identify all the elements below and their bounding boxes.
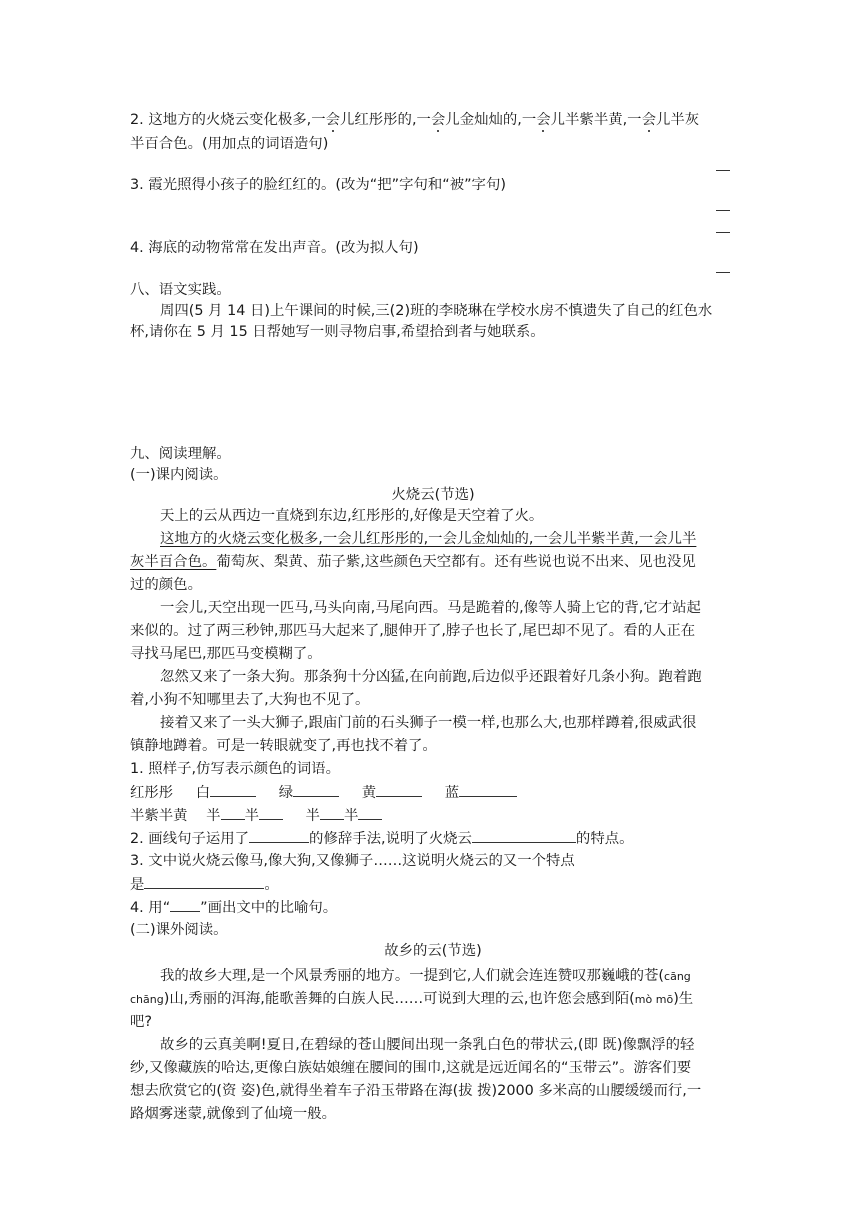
question-text: ”画出文中的比喻句。 [200,900,338,916]
passage-2-paragraph-line: 路烟雾迷蒙,就像到了仙境一般。 [130,1106,337,1122]
prompt-word: 蓝 [444,785,460,801]
answer-blank[interactable] [459,782,517,797]
prompt-word: 黄 [361,785,377,801]
passage-1-paragraph-line: 接着又来了一头大狮子,跟庙门前的石头狮子一模一样,也那么大,也那样蹲着,很威武很 [160,715,697,731]
passage-2-paragraph-line [130,989,693,1010]
subsection-2-heading: (二)课外阅读。 [130,922,228,938]
answer-blank[interactable] [249,828,309,843]
section-9-heading: 九、阅读理解。 [130,446,231,462]
question-3: 3. 霞光照得小孩子的脸红红的。(改为“把”字句和“被”字句) [130,177,506,193]
answer-blank[interactable] [376,782,422,797]
sentence-part: )山,秀丽的洱海,能歌善舞的白族人民……可说到大理的云,也许您会感到陌( [163,991,635,1007]
reading-question-3-line-1: 3. 文中说火烧云像马,像大狗,又像狮子……这说明火烧云的又一个特点 [130,853,575,869]
prompt-word: 绿 [278,785,294,801]
question-number: 2. [130,112,144,128]
question-text: 4. 用“ [130,900,171,916]
passage-1-paragraph-line: 来似的。过了两三秒钟,那匹马大起来了,腿伸开了,脖子也长了,尾巴却不见了。看的人正在 [130,623,696,639]
question-text: 2. 画线句子运用了 [130,831,250,847]
reading-question-4 [130,897,337,918]
color-words-row-1 [130,782,517,803]
sentence-part: )生 [673,991,694,1007]
question-text: 是 [130,877,145,893]
passage-1-paragraph-line: 镇静地蹲着。可是一转眼就变了,再也找不着了。 [130,738,437,754]
passage-2-paragraph-line: 纱,又像藏族的哈达,更像白族姑娘缠在腰间的围巾,这就是远近闻名的“玉带云”。游客们要 [130,1060,692,1076]
answer-line [716,232,730,233]
pinyin-option: chāng [130,993,164,1006]
sample-underline [170,897,200,912]
sentence-part: 红彤彤的, [354,112,417,128]
passage-2-paragraph-line [160,966,691,987]
dotted-word: 一会儿 [416,112,460,128]
question-text: 的特点。 [575,831,634,847]
subsection-1-heading: (一)课内阅读。 [130,467,228,483]
underlined-sentence: 这地方的火烧云变化极多,一会儿红彤彤的,一会儿金灿灿的,一会儿半紫半黄,一会儿半 [160,531,697,547]
answer-line [716,170,730,171]
example-word: 半紫半黄 [130,808,188,824]
pinyin-option: cāng [664,970,691,983]
prompt-word: 半 [305,808,320,824]
passage-1-paragraph-line: 忽然又来了一条大狗。那条狗十分凶猛,在向前跑,后边似乎还跟着好几条小狗。跑着跑 [160,669,702,685]
sentence-part: 金灿灿的, [459,112,522,128]
passage-1-paragraph-line: 一会儿,天空出现一匹马,马头向南,马尾向西。马是跪着的,像等人骑上它的背,它才站起 [160,600,701,616]
answer-blank[interactable] [144,874,264,889]
pinyin-option: mò mō [634,993,674,1006]
passage-1-paragraph-line: 着,小狗不知哪里去了,大狗也不见了。 [130,692,370,708]
reading-question-2 [130,828,634,849]
passage-1-paragraph-line: 寻找马尾巴,那匹马变模糊了。 [130,646,322,662]
color-words-row-2 [130,805,382,826]
passage-2-paragraph-line: 吧? [130,1014,153,1030]
prompt-word: 半 [244,808,259,824]
dotted-word: 一会儿 [311,112,355,128]
answer-line [716,210,730,211]
underlined-sentence-end: 灰半百合色。 [130,554,217,570]
reading-question-1: 1. 照样子,仿写表示颜色的词语。 [130,761,340,777]
passage-1-title: 火烧云(节选) [391,487,475,503]
dotted-word: 一会儿 [627,112,671,128]
question-2-line-2: 半百合色。(用加点的词语造句) [130,136,329,152]
question-4: 4. 海底的动物常常在发出声音。(改为拟人句) [130,240,419,256]
sentence-part: 半紫半黄, [565,112,628,128]
answer-blank[interactable] [358,805,382,820]
section-8-heading: 八、语文实践。 [130,282,231,298]
passage-2-paragraph-line: 想去欣赏它的(资 姿)色,就得坐着车子沿玉带路在海(拔 拨)2000 多米高的山腰缓缓而行,一 [130,1083,702,1099]
passage-2-title: 故乡的云(节选) [384,943,482,959]
passage-1-paragraph: 天上的云从西边一直烧到东边,红彤彤的,好像是天空着了火。 [160,508,544,524]
sentence-part: 这地方的火烧云变化极多, [148,112,312,128]
prompt-word: 半 [343,808,359,824]
sentence-part: 我的故乡大理,是一个风景秀丽的地方。一提到它,人们就会连连赞叹那巍峨的苍( [160,968,665,984]
sentence-part: 半灰 [670,112,700,128]
answer-blank[interactable] [472,828,576,843]
question-text: 。 [264,877,279,893]
answer-blank[interactable] [221,805,245,820]
answer-blank[interactable] [259,805,283,820]
passage-2-paragraph-line: 故乡的云真美啊!夏日,在碧绿的苍山腰间出现一条乳白色的带状云,(即 既)像飘浮的轻 [160,1037,695,1053]
section-8-paragraph-line-1: 周四(5 月 14 日)上午课间的时候,三(2)班的李晓琳在学校水房不慎遗失了自己的红色水 [160,303,713,319]
answer-blank[interactable] [320,805,344,820]
dotted-word: 一会儿 [521,112,566,128]
prompt-word: 白 [195,785,211,801]
sentence-part: 葡萄灰、梨黄、茄子紫,这些颜色天空都有。还有些说也说不出来、见也没见 [216,554,696,570]
section-8-paragraph-line-2: 杯,请你在 5 月 15 日帮她写一则寻物启事,希望拾到者与她联系。 [130,324,545,340]
passage-1-paragraph-line: 过的颜色。 [130,577,202,593]
question-text: 的修辞手法,说明了火烧云 [309,831,472,847]
question-2-line-1 [130,110,699,130]
answer-blank[interactable] [293,782,339,797]
example-word: 红彤彤 [130,785,174,801]
answer-blank[interactable] [210,782,256,797]
answer-line [716,272,730,273]
prompt-word: 半 [206,808,221,824]
reading-question-3-line-2 [130,874,279,895]
passage-1-paragraph-line [130,552,696,572]
